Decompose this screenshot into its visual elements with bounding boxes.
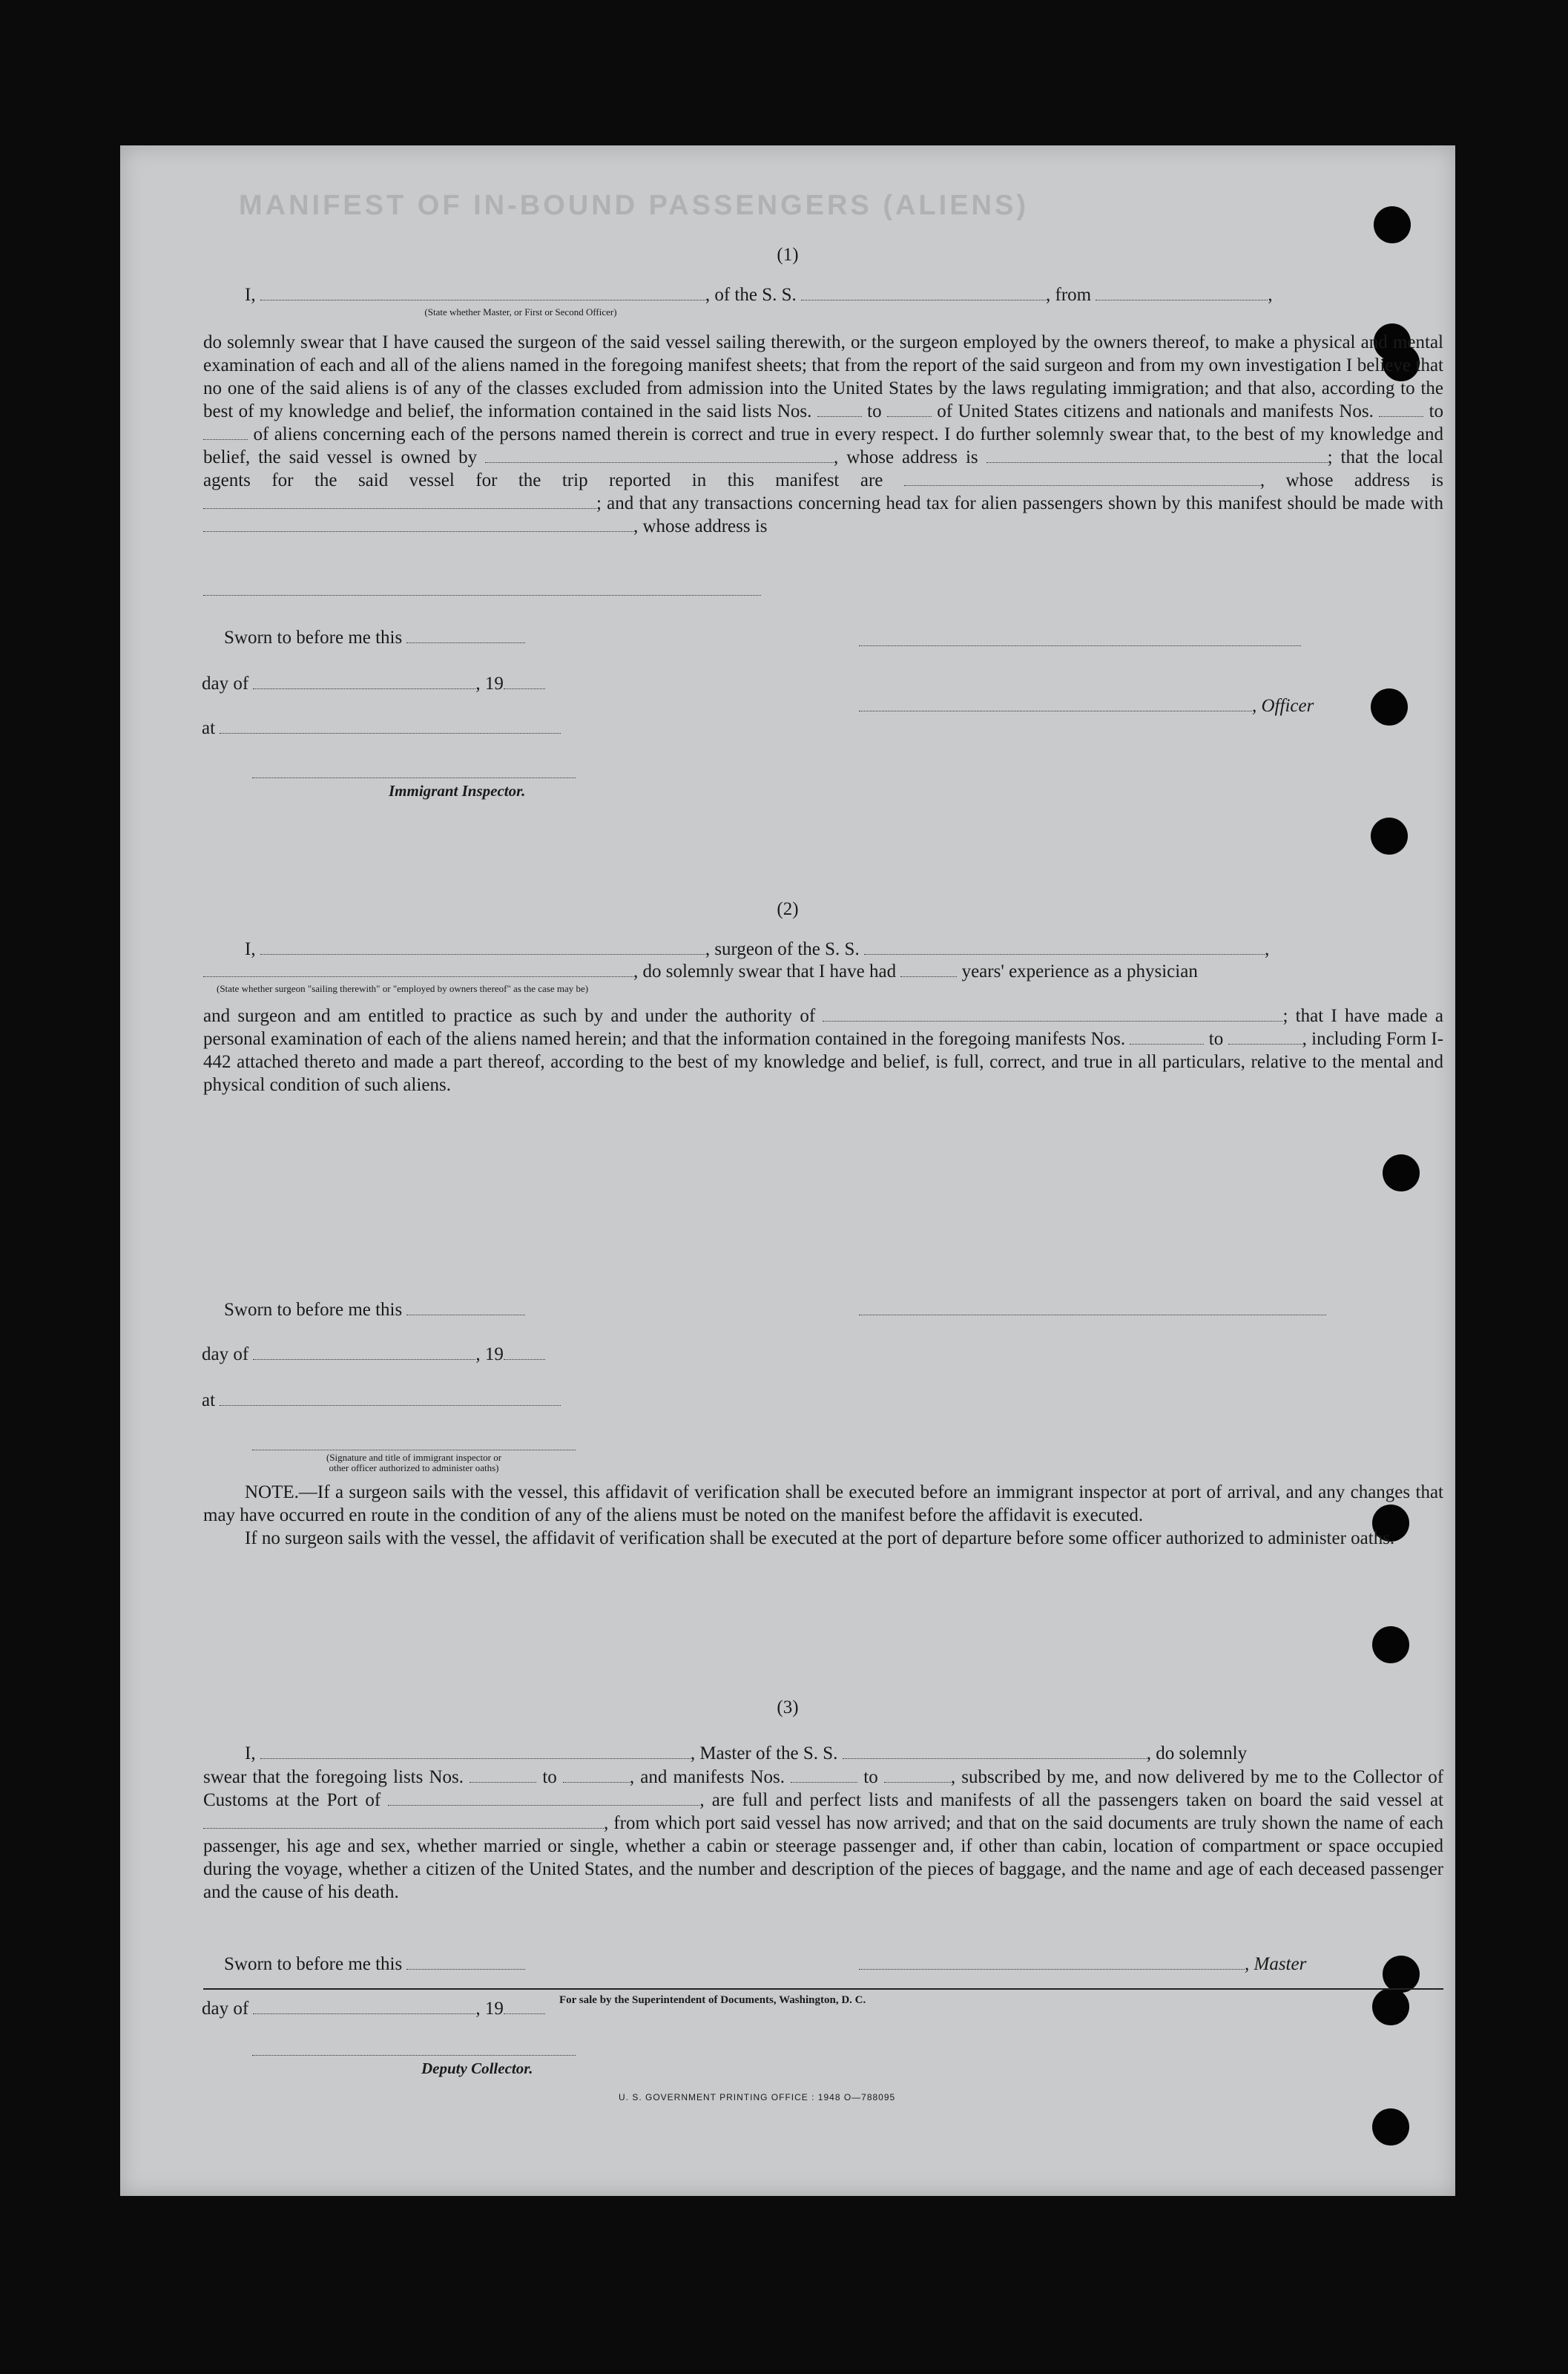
owner-address-field[interactable] <box>986 447 1328 463</box>
day-of-line-3: day of , 19 <box>202 1997 545 2020</box>
affidavit-2-line-1: I, , surgeon of the S. S. , <box>245 939 1270 959</box>
collector-signature-line[interactable] <box>252 2055 576 2056</box>
lists-to-field[interactable] <box>887 401 932 417</box>
day-of-line-2: day of , 19 <box>202 1343 545 1366</box>
years-field[interactable] <box>900 961 957 977</box>
master-signature-field[interactable] <box>859 1954 1245 1970</box>
lists-to-field-3[interactable] <box>563 1767 630 1783</box>
day-of-line: day of , 19 <box>202 672 545 695</box>
binder-hole <box>1371 688 1408 726</box>
affidavit-1-body: do solemnly swear that I have caused the surgeon of the said vessel sailing therewith, or the surgeon employed by the owners thereof, to make a physical and mental examination of each and all of the aliens named in the foregoing manifest sheets; that from the report of the said surgeon and from my own investigation I believe that no one of the said aliens is of any of the classes excluded from admission into the United States by the laws regulating immigration; and that also, according to the best of my knowledge and belief, the information contained in the said lists Nos. to of United States citizens and nationals and manifests Nos. to of aliens concerning each of the persons named therein is correct and true in every respect. I do further solemnly swear that, to the best of my knowledge and belief, the said vessel is owned by , whose address is ; that the local agents for the said vessel for the trip reported in this manifest are , whose address is ; and that any transactions concerning head tax for alien passengers shown by this manifest should be made with , whose address is <box>203 332 1444 536</box>
owner-field[interactable] <box>485 447 834 463</box>
binder-hole <box>1383 1154 1420 1191</box>
manifests-to-field-3[interactable] <box>884 1767 951 1783</box>
section-number: (3) <box>777 1697 799 1717</box>
affidavit-3-line-1: I, , Master of the S. S. , do solemnly <box>245 1743 1248 1763</box>
binder-hole <box>1372 1988 1409 2025</box>
boarding-port-field[interactable] <box>203 1813 604 1829</box>
deputy-collector-caption: Deputy Collector. <box>421 2059 533 2077</box>
year-field-3[interactable] <box>504 1999 545 2014</box>
port-field[interactable] <box>388 1790 699 1806</box>
month-field[interactable] <box>253 674 475 689</box>
inspector-signature-line[interactable] <box>252 777 576 778</box>
master-name-field[interactable] <box>260 1743 691 1759</box>
year-field[interactable] <box>504 674 545 689</box>
agents-address-field[interactable] <box>203 493 596 509</box>
at-line: at <box>202 717 561 740</box>
officer-signature-line: , Officer <box>859 694 1314 717</box>
sworn-line-2: Sworn to before me this <box>224 1298 525 1321</box>
sworn-line-3: Sworn to before me this <box>224 1953 525 1976</box>
officer-signature-field[interactable] <box>859 696 1252 711</box>
binder-hole <box>1372 2108 1409 2146</box>
sworn-line: Sworn to before me this <box>224 626 525 649</box>
master-signature-line: , Master <box>859 1953 1306 1976</box>
affidavit-2-line-2: , do solemnly swear that I have had years' experience as a physician <box>203 960 1443 983</box>
address-fill-line[interactable] <box>203 595 761 596</box>
manifests-from-field-3[interactable] <box>791 1767 857 1783</box>
manifests-from-field[interactable] <box>1379 401 1423 417</box>
place-field[interactable] <box>220 718 561 734</box>
sworn-day-field-2[interactable] <box>406 1300 525 1315</box>
year-field-2[interactable] <box>504 1344 545 1360</box>
manifests-to-field-2[interactable] <box>1228 1029 1302 1045</box>
affidavit-1-line-1: I, , of the S. S. , from , <box>245 285 1273 305</box>
bleed-through-text: MANIFEST OF IN-BOUND PASSENGERS (ALIENS) <box>239 190 1029 221</box>
binder-hole <box>1372 1626 1409 1663</box>
local-agents-field[interactable] <box>904 470 1260 486</box>
affidavit-2-body: and surgeon and am entitled to practice as such by and under the authority of ; that I have made a personal examination of each of the aliens named herein; and that the information contained in the foregoing manifests Nos. to , including Form I-442 attached thereto and made a part thereof, according to the best of my knowledge and belief, is full, correct, and true in all particulars, relative to the mental and physical condition of such aliens. <box>203 1006 1444 1095</box>
surgeon-status-caption: (State whether surgeon "sailing therewith" or "employed by owners thereof" as the case may be) <box>217 983 589 994</box>
sale-notice: For sale by the Superintendent of Documents, Washington, D. C. <box>559 1994 866 2006</box>
binder-hole <box>1374 206 1411 243</box>
note-paragraph: NOTE.—If a surgeon sails with the vessel, this affidavit of verification shall be executed before an immigrant inspector at port of arrival, and any changes that may have occurred en route in the condition of any of the aliens must be noted on the manifest before the affidavit is executed. If no surgeon sails with the vessel, the affidavit of verification shall be executed at the port of departure before some officer authorized to administer oaths. <box>203 1482 1443 1548</box>
authority-field[interactable] <box>823 1006 1282 1022</box>
signature-line[interactable] <box>859 645 1301 646</box>
ship-name-field-2[interactable] <box>864 939 1265 955</box>
surgeon-name-field[interactable] <box>260 939 705 955</box>
sworn-day-field-3[interactable] <box>406 1954 525 1970</box>
section-number: (1) <box>777 245 799 265</box>
from-port-field[interactable] <box>1096 285 1268 300</box>
affidavit-3-body: swear that the foregoing lists Nos. to , and manifests Nos. to , subscribed by me, and now delivered by me to the Collector of Customs at the Port of , are full and perfect lists and manifests of all the passengers taken on board the said vessel at , from which port said vessel has now arrived; and that on the said documents are truly shown the name of each passenger, his age and sex, whether married or single, whether a cabin or steerage passenger and, if other than cabin, location of compartment or space occupied during the voyage, whether a citizen of the United States, and the number and description of the pieces of baggage, and the name and age of each deceased passenger and the cause of his death. <box>203 1767 1444 1902</box>
place-field-2[interactable] <box>220 1390 561 1406</box>
month-field-2[interactable] <box>253 1344 475 1360</box>
ship-name-field-3[interactable] <box>843 1743 1147 1759</box>
head-tax-party-field[interactable] <box>203 516 633 532</box>
lists-from-field-3[interactable] <box>470 1767 536 1783</box>
inspector-caption: Immigrant Inspector. <box>389 782 526 800</box>
footer-separator <box>203 1988 1443 1990</box>
officer-title-field[interactable] <box>260 285 705 300</box>
printing-office-imprint: U. S. GOVERNMENT PRINTING OFFICE : 1948 O—788095 <box>619 2092 896 2102</box>
at-line-2: at <box>202 1389 561 1412</box>
lists-from-field[interactable] <box>817 401 862 417</box>
sworn-day-field[interactable] <box>406 628 525 643</box>
sig-caption-line-1: (Signature and title of immigrant inspector or <box>326 1452 502 1463</box>
manifests-to-field[interactable] <box>203 424 248 440</box>
officer-title-caption: (State whether Master, or First or Second Officer) <box>424 306 617 318</box>
document-page <box>120 145 1455 2196</box>
sig-caption-line-2: other officer authorized to administer oaths) <box>329 1462 499 1473</box>
binder-hole <box>1371 818 1408 855</box>
binder-hole <box>1383 1956 1420 1993</box>
manifests-from-field-2[interactable] <box>1130 1029 1204 1045</box>
surgeon-status-field[interactable] <box>203 961 633 977</box>
section-number: (2) <box>777 899 799 919</box>
ship-name-field[interactable] <box>801 285 1046 300</box>
month-field-3[interactable] <box>253 1999 475 2014</box>
